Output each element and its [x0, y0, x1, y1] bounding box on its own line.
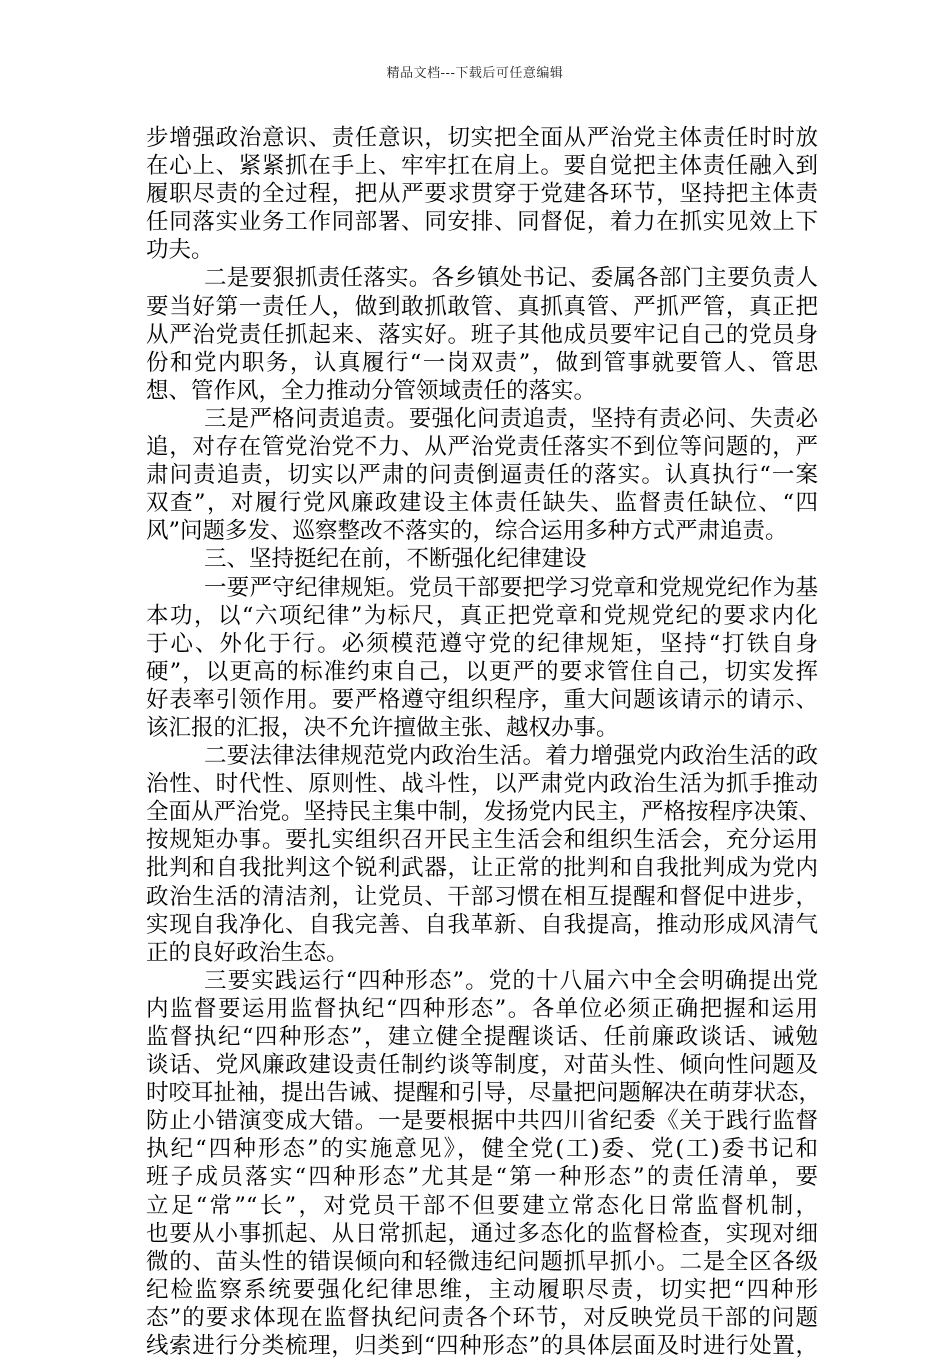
paragraph — [146, 574, 818, 743]
text-line: 纪检监察系统要强化纪律思维，主动履职尽责，切实把“四种形 — [146, 1276, 818, 1303]
text-line: 正的良好政治生态。 — [146, 939, 349, 966]
paragraph — [146, 967, 822, 1360]
text-line: 本功，以“六项纪律”为标尺，真正把党章和党规党纪的要求内化 — [146, 602, 818, 629]
text-line: 政治生活的清洁剂，让党员、干部习惯在相互提醒和督促中进步， — [146, 883, 818, 910]
text-line: 硬”，以更高的标准约束自己，以更严的要求管住自己，切实发挥 — [146, 658, 818, 685]
text-line: 二是要狠抓责任落实。各乡镇处书记、委属各部门主要负责人 — [204, 265, 818, 292]
text-line: 三、坚持挺纪在前，不断强化纪律建设 — [204, 546, 587, 573]
paragraph — [146, 742, 822, 967]
text-line: 时咬耳扯袖，提出告诫、提醒和引导，尽量把问题解决在萌芽状态， — [146, 1080, 822, 1107]
paragraph — [146, 545, 818, 573]
text-line: 肃问责追责，切实以严肃的问责倒逼责任的落实。认真执行“一案 — [146, 462, 818, 489]
text-line: 三是严格问责追责。要强化问责追责，坚持有责必问、失责必 — [204, 405, 818, 432]
text-line: 在心上、紧紧抓在手上、牢牢扛在肩上。要自觉把主体责任融入到 — [146, 153, 818, 180]
text-line: 履职尽责的全过程，把从严要求贯穿于党建各环节，坚持把主体责 — [146, 181, 818, 208]
text-line: 三要实践运行“四种形态”。党的十八届六中全会明确提出党 — [204, 967, 818, 994]
text-line: 步增强政治意识、责任意识，切实把全面从严治党主体责任时时放 — [146, 125, 818, 151]
text-line: 一要严守纪律规矩。党员干部要把学习党章和党规党纪作为基 — [204, 574, 818, 601]
text-line: 想、管作风，全力推动分管领域责任的落实。 — [146, 377, 597, 404]
text-line: 治性、时代性、原则性、战斗性，以严肃党内政治生活为抓手推动 — [146, 771, 818, 798]
text-line: 好表率引领作用。要严格遵守组织程序，重大问题该请示的请示、 — [146, 686, 818, 713]
paragraph — [146, 264, 818, 404]
text-line: 追，对存在管党治党不力、从严治党责任落实不到位等问题的，严 — [146, 434, 818, 461]
text-line: 功夫。 — [146, 237, 214, 264]
text-line: 态”的要求体现在监督执纪问责各个环节，对反映党员干部的问题 — [146, 1304, 818, 1331]
document-body — [146, 124, 822, 1360]
text-line: 防止小错演变成大错。一是要根据中共四川省纪委《关于践行监督 — [146, 1108, 818, 1135]
paragraph — [146, 405, 818, 545]
text-line: 立足“常”“长”，对党员干部不但要建立常态化日常监督机制， — [146, 1192, 818, 1219]
text-line: 批判和自我批判这个锐利武器，让正常的批判和自我批判成为党内 — [146, 855, 818, 882]
text-line: 双查”，对履行党风廉政建设主体责任缺失、监督责任缺位、“四 — [146, 490, 818, 517]
page-header: 精品文档---下载后可任意编辑 — [386, 66, 564, 81]
text-line: 执纪“四种形态”的实施意见》，健全党(工)委、党(工)委书记和 — [146, 1136, 818, 1163]
text-line: 风”问题多发、巡察整改不落实的，综合运用多种方式严肃追责。 — [146, 518, 788, 545]
text-line: 份和党内职务，认真履行“一岗双责”，做到管事就要管人、管思 — [146, 349, 818, 376]
text-line: 微的、苗头性的错误倾向和轻微违纪问题抓早抓小。二是全区各级 — [146, 1248, 818, 1275]
text-line: 全面从严治党。坚持民主集中制，发扬党内民主，严格按程序决策、 — [146, 799, 822, 826]
text-line: 谈话、党风廉政建设责任制约谈等制度，对苗头性、倾向性问题及 — [146, 1052, 818, 1079]
text-line: 该汇报的汇报，决不允许擅做主张、越权办事。 — [146, 714, 619, 741]
text-line: 任同落实业务工作同部署、同安排、同督促，着力在抓实见效上下 — [146, 209, 818, 236]
text-line: 班子成员落实“四种形态”尤其是“第一种形态”的责任清单，要 — [146, 1164, 818, 1191]
text-line: 于心、外化于行。必须模范遵守党的纪律规矩，坚持“打铁自身 — [146, 630, 818, 657]
text-line: 从严治党责任抓起来、落实好。班子其他成员要牢记自己的党员身 — [146, 321, 818, 348]
text-line: 内监督要运用监督执纪“四种形态”。各单位必须正确把握和运用 — [146, 995, 818, 1022]
text-line: 要当好第一责任人，做到敢抓敢管、真抓真管、严抓严管，真正把 — [146, 293, 818, 320]
text-line: 监督执纪“四种形态”，建立健全提醒谈话、任前廉政谈话、诫勉 — [146, 1024, 818, 1050]
paragraph — [146, 124, 818, 264]
text-line: 按规矩办事。要扎实组织召开民主生活会和组织生活会，充分运用 — [146, 827, 818, 854]
text-line: 二要法律法律规范党内政治生活。着力增强党内政治生活的政 — [204, 743, 818, 770]
text-line: 也要从小事抓起、从日常抓起，通过多态化的监督检查，实现对细 — [146, 1220, 818, 1247]
text-line: 线索进行分类梳理，归类到“四种形态”的具体层面及时进行处置， — [146, 1333, 818, 1360]
text-line: 实现自我净化、自我完善、自我革新、自我提高，推动形成风清气 — [146, 911, 818, 938]
